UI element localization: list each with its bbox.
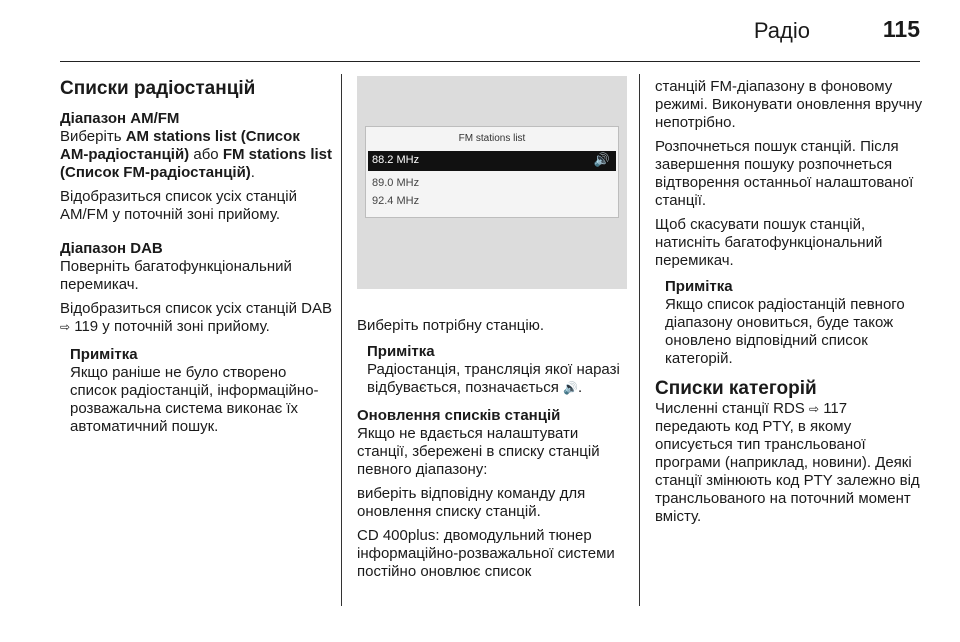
- paragraph-rds-pty: Численні станції RDS ⇨ 117 передають код PTY, в якому описується тип трансльованої програми (наприклад, новини). Деякі станції змінюють код PTY залежно від трансльованого на поточний момент вмісту.: [655, 400, 920, 525]
- note-box: [357, 343, 627, 397]
- heading-update-lists: Оновлення списків станцій: [357, 407, 561, 424]
- display-frame: [365, 126, 619, 218]
- paragraph-select-update: виберіть відповідну команду для оновлення списку станцій.: [357, 485, 586, 520]
- section-title: Радіо: [753, 18, 810, 43]
- column-divider: [341, 74, 342, 606]
- paragraph-am-fm-display: Відобразиться список усіх станцій AM/FM у поточній зоні прийому.: [60, 188, 297, 223]
- page-number: 115: [882, 16, 920, 42]
- page-ref-icon: ⇨: [808, 402, 820, 416]
- station-row: 92.4 MHz: [372, 195, 420, 207]
- heading-dab: Діапазон DAB: [60, 240, 163, 257]
- paragraph-search-start: Розпочнеться пошук станцій. Після завершення пошуку розпочнеться відтворення останньої налаштованої станції.: [655, 138, 914, 209]
- paragraph-cd400plus: CD 400plus: двомодульний тюнер інформаційно-розважальної системи постійно оновлює список: [357, 527, 615, 580]
- paragraph-dab-display: Відобразиться список усіх станцій DAB ⇨ 119 у поточній зоні прийому.: [60, 300, 332, 335]
- screen-illustration: [357, 76, 627, 289]
- screen-title: FM stations list: [458, 133, 526, 144]
- heading-am-fm: Діапазон AM/FM: [60, 110, 180, 127]
- speaker-icon: 🔊: [593, 153, 610, 168]
- selected-station-row: 88.2 MHz 🔊: [368, 151, 616, 171]
- note-box: [655, 278, 925, 368]
- column-right: [655, 62, 925, 526]
- note-box: [60, 346, 332, 436]
- note-title: Примітка: [70, 346, 138, 363]
- paragraph-select-station: Виберіть потрібну станцію.: [357, 317, 545, 334]
- column-left: [60, 62, 332, 436]
- paragraph-cancel-search: Щоб скасувати пошук станцій, натисніть багатофункціональний перемикач.: [655, 216, 883, 269]
- paragraph-cannot-tune: Якщо не вдається налаштувати станції, збережені в списку станцій певного діапазону:: [357, 425, 600, 478]
- paragraph-background-update: станцій FM-діапазону в фоновому режимі. Виконувати оновлення вручну непотрібно.: [655, 78, 923, 131]
- note-title: Примітка: [665, 278, 733, 295]
- note-text: Радіостанція, трансляція якої наразі відбувається, позначається 🔊.: [367, 361, 620, 396]
- column-middle: [357, 62, 627, 581]
- paragraph-select-list: Виберіть AM stations list (Список АМ-радіостанцій) або FM stations list (Список FM-радіостанцій).: [60, 128, 332, 181]
- page-header: [60, 0, 920, 62]
- heading-category-lists: Списки категорій: [655, 378, 817, 399]
- column-divider: [639, 74, 640, 606]
- speaker-icon: 🔊: [563, 381, 578, 395]
- note-text: Якщо список радіостанцій певного діапазону оновиться, буде також оновлено відповідний список категорій.: [665, 296, 905, 367]
- note-title: Примітка: [367, 343, 435, 360]
- heading-station-lists: Списки радіостанцій: [60, 78, 256, 99]
- station-row: 89.0 MHz: [372, 177, 420, 189]
- paragraph-turn-knob: Поверніть багатофункціональний перемикач.: [60, 258, 292, 293]
- page-ref-icon: ⇨: [60, 320, 71, 334]
- note-text: Якщо раніше не було створено список радіостанцій, інформаційно-розважальна система виконає їх автоматичний пошук.: [70, 364, 319, 435]
